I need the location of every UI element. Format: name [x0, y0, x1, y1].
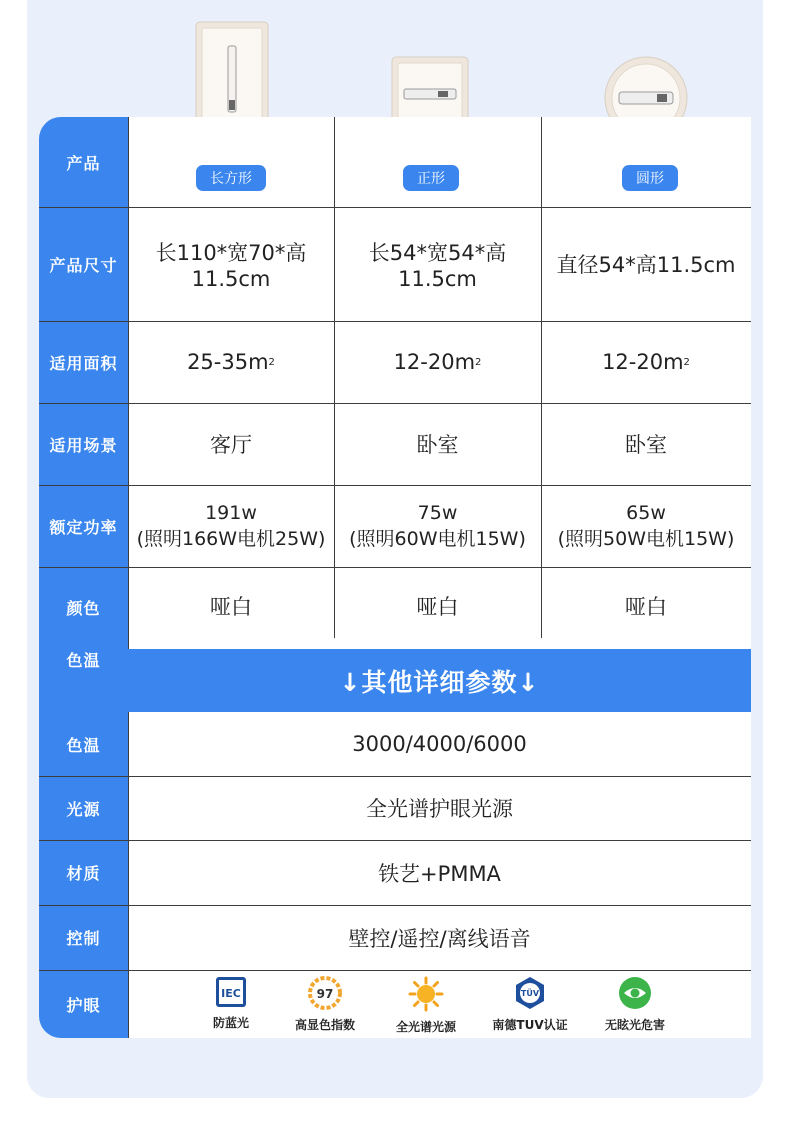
area-value: 12-20m [602, 350, 684, 374]
color-temp-value: 3000/4000/6000 [352, 732, 527, 756]
sun-icon [408, 976, 444, 1012]
size-cell: 长54*宽54*高11.5cm [368, 241, 507, 291]
area-cell [128, 321, 334, 403]
scene-cell: 卧室 [625, 433, 667, 457]
label-product: 产品 [66, 153, 101, 173]
size-cell: 直径54*高11.5cm [556, 253, 736, 277]
area-value: 12-20m [393, 350, 476, 374]
area-cell [541, 321, 751, 403]
label-scene: 适用场景 [49, 435, 118, 455]
product-pill-square: 正形 [403, 165, 459, 191]
color-index-icon [308, 976, 342, 1010]
eye-feature-caption: 南德TUV认证 [492, 1018, 568, 1032]
color-cell: 哑白 [625, 595, 667, 619]
area-unit-sup: 2 [683, 356, 690, 368]
power-main: 75w [417, 502, 458, 524]
label-material: 材质 [66, 864, 101, 883]
material-value: 铁艺+PMMA [378, 861, 501, 886]
tuv-icon [513, 976, 547, 1010]
eye-feature-caption: 全光谱光源 [395, 1020, 456, 1034]
eye-feature-no-glare [585, 976, 685, 1033]
light-source-value: 全光谱护眼光源 [366, 797, 513, 821]
area-value: 25-35m [187, 350, 269, 374]
eye-feature-caption: 防蓝光 [212, 1016, 249, 1030]
power-cell [541, 485, 751, 567]
size-cell: 长110*宽70*高11.5cm [155, 241, 307, 291]
details-banner: ↓其他详细参数↓ [128, 649, 751, 712]
label-color-temp-partial: 色温 [66, 650, 101, 670]
label-control: 控制 [66, 929, 101, 948]
scene-cell: 卧室 [416, 433, 459, 457]
eye-feature-cri [275, 976, 375, 1033]
label-eye-care: 护眼 [66, 995, 101, 1015]
scene-cell: 客厅 [210, 433, 252, 457]
spec-table [39, 117, 751, 1038]
eye-feature-tuv [480, 976, 580, 1033]
eye-feature-anti-blue [181, 976, 281, 1031]
label-area: 适用面积 [49, 353, 118, 373]
product-pill-round: 圆形 [622, 165, 678, 191]
area-cell [334, 321, 541, 403]
power-cell [334, 485, 541, 567]
power-detail: (照明60W电机15W) [349, 528, 526, 550]
power-detail: (照明166W电机25W) [136, 528, 326, 550]
color-cell: 哑白 [210, 595, 252, 619]
iec-badge-text: IEC [221, 987, 241, 1000]
tuv-badge-text: TÜV [520, 989, 540, 998]
eye-feature-caption: 无眩光危害 [604, 1018, 665, 1032]
label-size: 产品尺寸 [49, 255, 118, 275]
power-detail: (照明50W电机15W) [557, 528, 735, 550]
power-main: 65w [626, 502, 666, 524]
power-main: 191w [205, 502, 257, 524]
eye-feature-full-spectrum [376, 976, 476, 1035]
product-pill-rect: 长方形 [196, 165, 266, 191]
power-cell [128, 485, 334, 567]
eye-feature-caption: 高显色指数 [294, 1018, 355, 1032]
iec-icon [215, 976, 247, 1008]
label-color: 颜色 [66, 598, 101, 618]
area-unit-sup: 2 [268, 356, 275, 368]
label-light-source: 光源 [66, 799, 101, 819]
control-value: 壁控/遥控/离线语音 [348, 926, 531, 951]
row-divider [39, 970, 751, 971]
area-unit-sup: 2 [475, 356, 482, 368]
cri-badge-text: 97 [316, 987, 334, 1001]
label-color-temp: 色温 [66, 735, 101, 755]
color-cell: 哑白 [416, 595, 459, 619]
label-power: 额定功率 [49, 517, 118, 537]
eye-icon [618, 976, 652, 1010]
